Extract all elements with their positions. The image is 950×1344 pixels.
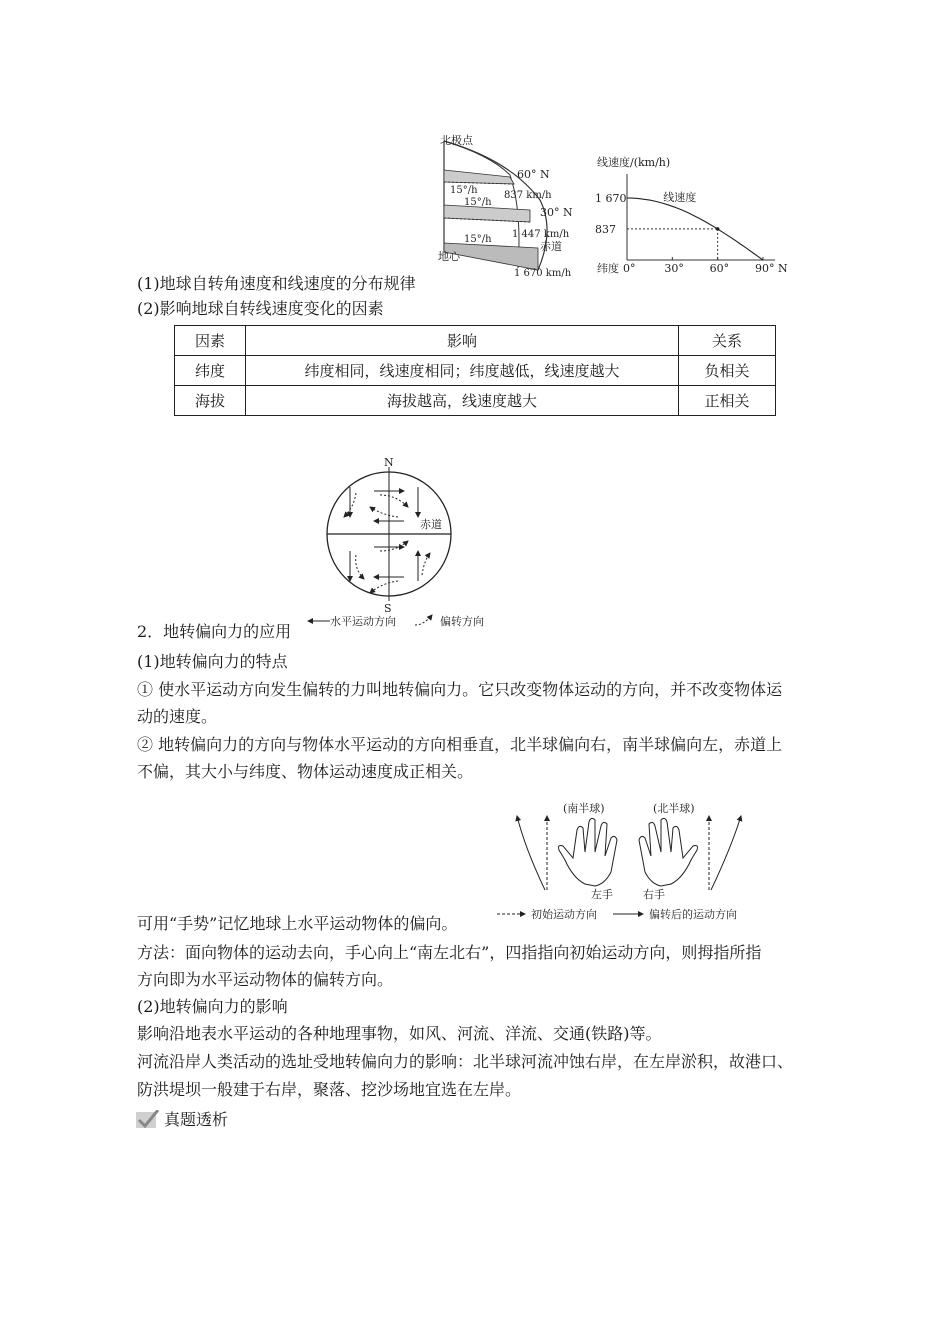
data-point	[716, 227, 720, 231]
rotation-sphere-diagram	[430, 130, 590, 280]
angular-0: 15°/h	[464, 234, 492, 245]
lat30-label: 30° N	[540, 206, 573, 219]
para-angular-linear: (1)地球自转角速度和线速度的分布规律	[137, 274, 416, 293]
south-hemi-label: (南半球)	[563, 802, 605, 815]
table-cell: 负相关	[679, 356, 776, 386]
table-cell: 海拔	[175, 386, 246, 416]
linear-velocity-chart	[595, 152, 790, 277]
table-header: 关系	[679, 326, 776, 356]
equator-label: 赤道	[540, 240, 562, 253]
section-title: 真题透析	[164, 1110, 229, 1129]
left-hand-label: 左手	[591, 888, 613, 901]
para-influence: (2)地转偏向力的影响	[137, 997, 288, 1016]
para-2a: ② 地转偏向力的方向与物体水平运动的方向相垂直，北半球偏向右，南半球偏向左，赤道上	[137, 735, 783, 754]
table-header: 影响	[246, 326, 679, 356]
factor-table	[174, 325, 776, 416]
checkmark-icon	[136, 1110, 160, 1130]
table-cell: 纬度相同，线速度相同；纬度越低，线速度越大	[246, 356, 679, 386]
earth-center-label: 地心	[438, 250, 460, 263]
x-tick-label: 30°	[664, 262, 684, 275]
speed-60-label: 837 km/h	[504, 190, 552, 201]
para-river-b: 防洪堤坝一般建于右岸，聚落、挖沙场地宜选在左岸。	[137, 1080, 522, 1099]
globe-north: N	[384, 456, 394, 469]
table-row	[175, 356, 776, 386]
para-1b: 动的速度。	[137, 707, 218, 726]
section-true-questions	[136, 1108, 228, 1132]
coriolis-globe-diagram	[300, 455, 500, 633]
table-row	[175, 386, 776, 416]
table-cell: 海拔越高，线速度越大	[246, 386, 679, 416]
globe-south: S	[384, 602, 392, 615]
para-features: (1)地转偏向力的特点	[137, 652, 288, 671]
x-tick-label: 90° N	[755, 262, 788, 275]
para-influence-desc: 影响沿地表水平运动的各种地理事物，如风、河流、洋流、交通(铁路)等。	[137, 1024, 662, 1043]
x-tick-label: 60°	[709, 262, 730, 275]
table-header-row	[175, 326, 776, 356]
y-tick-label: 837	[595, 222, 616, 236]
para-method-a: 方法：面向物体的运动去向，手心向上“南左北右”，四指指向初始运动方向，则拇指所指	[137, 943, 762, 962]
para-river-a: 河流沿岸人类活动的选址受地转偏向力的影响：北半球河流冲蚀右岸，在左岸淤积，故港口、	[137, 1052, 794, 1071]
lat60-label: 60° N	[517, 168, 550, 181]
speed-30-label: 1 447 km/h	[512, 229, 570, 240]
table-cell: 正相关	[679, 386, 776, 416]
north-pole-label: 北极点	[440, 134, 473, 147]
para-factors: (2)影响地球自转线速度变化的因素	[137, 299, 384, 318]
right-hand-label: 右手	[643, 888, 665, 901]
section-2-heading: 2．地转偏向力的应用	[137, 622, 292, 641]
speed-0-label: 1 670 km/h	[514, 268, 572, 279]
globe-equator: 赤道	[420, 518, 442, 531]
legend-motion: 水平运动方向	[330, 615, 396, 628]
hand-gesture-diagram	[495, 798, 760, 924]
para-gesture: 可用“手势”记忆地球上水平运动物体的偏向。	[137, 914, 458, 933]
chart-xlabel: 纬度	[597, 262, 619, 275]
legend-initial-dir: 初始运动方向	[531, 908, 597, 921]
angular-60: 15°/h	[450, 185, 478, 196]
table-cell: 纬度	[175, 356, 246, 386]
para-method-b: 方向即为水平运动物体的偏转方向。	[137, 970, 394, 989]
para-1a: ① 使水平运动方向发生偏转的力叫地转偏向力。它只改变物体运动的方向，并不改变物体运	[137, 680, 783, 699]
x-tick-label: 0°	[623, 262, 636, 275]
legend-deflected-dir: 偏转后的运动方向	[649, 908, 737, 921]
y-tick-label: 1 670	[595, 192, 627, 205]
table-header: 因素	[175, 326, 246, 356]
angular-30: 15°/h	[464, 197, 492, 208]
legend-deflect: 偏转方向	[440, 615, 484, 628]
para-2b: 不偏，其大小与纬度、物体运动速度成正相关。	[137, 762, 474, 781]
chart-ylabel: 线速度/(km/h)	[597, 156, 671, 169]
series-label: 线速度	[663, 190, 697, 204]
north-hemi-label: (北半球)	[653, 802, 695, 815]
